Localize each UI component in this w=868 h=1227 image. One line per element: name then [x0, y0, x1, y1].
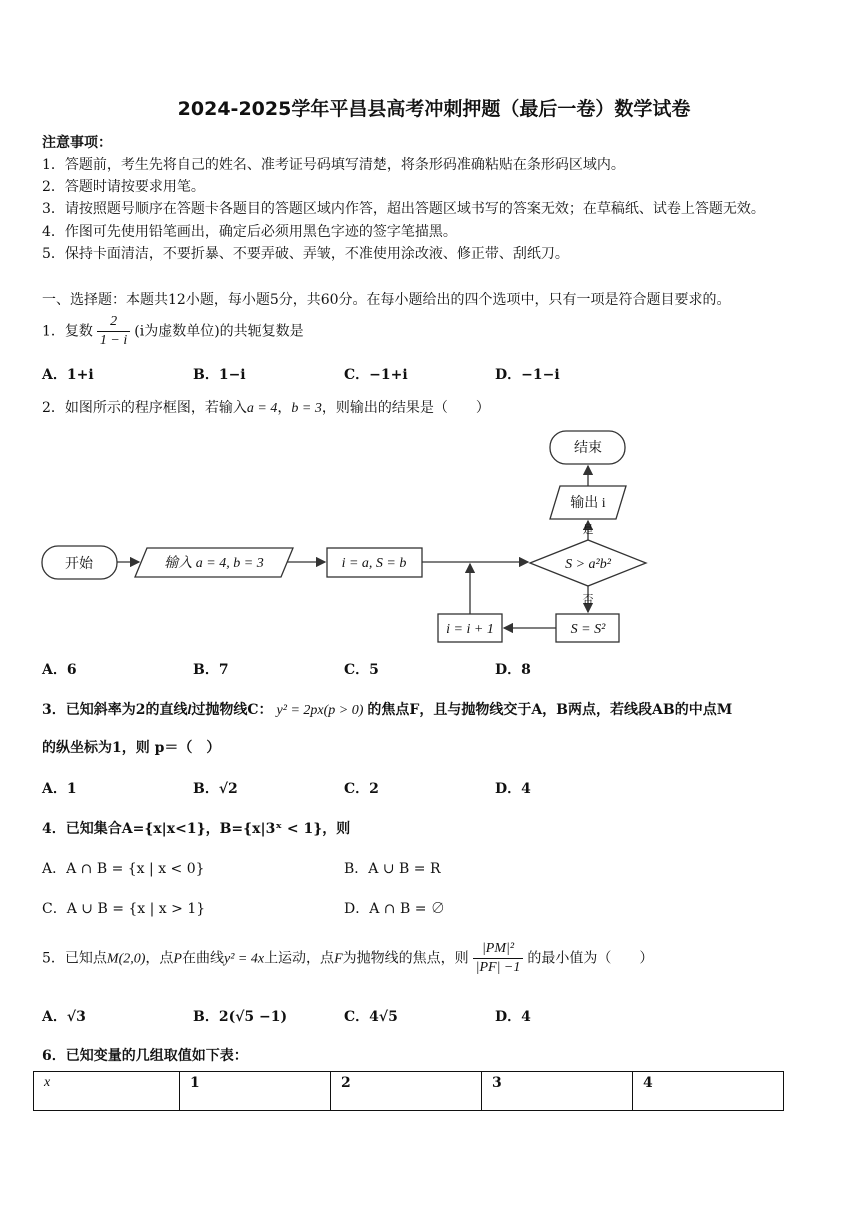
- flow-output-label: 输出 i: [570, 496, 606, 511]
- notice-item-4: 4．作图可先使用铅笔画出，确定后必须用黑色字迹的签字笔描黑。: [42, 224, 457, 240]
- q1-option-a[interactable]: A．1+i: [42, 367, 94, 383]
- page-title: 2024-2025学年平昌县高考冲刺押题（最后一卷）数学试卷: [177, 98, 691, 120]
- flow-input-label: 输入 a = 4, b = 3: [164, 556, 264, 571]
- q6-table: [33, 1071, 784, 1111]
- q3-option-d[interactable]: D．4: [495, 781, 531, 797]
- flowchart: [0, 420, 868, 655]
- q4-option-d[interactable]: D．A ∩ B = ∅: [344, 901, 445, 917]
- flow-no-label: 否: [582, 594, 594, 606]
- q5-fraction: $\frac{\text{|PM|²}}{|PF| -1}$: [473, 940, 524, 977]
- flow-end-label: 结束: [574, 441, 602, 456]
- notice-item-3: 3．请按照题号顺序在答题卡各题目的答题区域内作答，超出答题区域书写的答案无效；在草稿纸、试卷上答题无效。: [42, 201, 765, 217]
- q4-option-b[interactable]: B．A ∪ B = R: [344, 861, 441, 877]
- q1-text: (i为虚数单位)的共轭复数是: [134, 323, 304, 340]
- q5-option-a[interactable]: A．√3: [42, 1009, 86, 1025]
- notice-heading: 注意事项：: [42, 135, 112, 151]
- flow-increment-label: i = i + 1: [446, 622, 494, 637]
- table-cell: x: [34, 1072, 180, 1111]
- flow-decision-label: S > a²b²: [565, 557, 611, 572]
- q2-option-b[interactable]: B．7: [193, 662, 229, 678]
- question-5: 5．已知点M(2,0)，点P在曲线y² = 4x上运动，点F为抛物线的焦点，则 $\frac{\text{|PM|²}}{|PF| -1}$ 的最小值为（ ）: [42, 941, 654, 975]
- q1-option-d[interactable]: D．−1−i: [495, 367, 560, 383]
- flow-assign-label: i = a, S = b: [341, 556, 407, 571]
- q1-option-b[interactable]: B．1−i: [193, 367, 246, 383]
- question-4: 4．已知集合A={x|x<1}，B={x|3ˣ < 1}，则: [42, 821, 351, 837]
- table-cell: 1: [180, 1072, 331, 1111]
- q5-option-d[interactable]: D．4: [495, 1009, 531, 1025]
- q1-option-c[interactable]: C．−1+i: [344, 367, 408, 383]
- table-cell: 4: [633, 1072, 784, 1111]
- question-1: [42, 313, 304, 350]
- flow-start-label: 开始: [65, 557, 93, 572]
- flow-yes-label: 是: [582, 524, 594, 536]
- table-row: [34, 1072, 784, 1111]
- q1-fraction: $\frac{2}{1 - i}$: [97, 313, 130, 350]
- q4-option-a[interactable]: A．A ∩ B = {x | x < 0}: [42, 861, 205, 877]
- q3-option-a[interactable]: A．1: [42, 781, 77, 797]
- question-3-line-1: 3．已知斜率为2的直线l过抛物线C： y² = 2px(p > 0) 的焦点F，且与抛物线交于A，B两点，若线段AB的中点M: [42, 702, 733, 718]
- question-2: 2．如图所示的程序框图，若输入a = 4，b = 3，则输出的结果是（ ）: [42, 400, 490, 416]
- table-cell: 3: [482, 1072, 633, 1111]
- q5-option-c[interactable]: C．4√5: [344, 1009, 398, 1025]
- q4-option-c[interactable]: C．A ∪ B = {x | x > 1}: [42, 901, 206, 917]
- flow-square-label: S = S²: [570, 622, 606, 637]
- section-heading: 一、选择题：本题共12小题，每小题5分，共60分。在每小题给出的四个选项中，只有一项是符合题目要求的。: [42, 292, 731, 308]
- notice-item-1: 1．答题前，考生先将自己的姓名、准考证号码填写清楚，将条形码准确粘贴在条形码区域内。: [42, 157, 625, 173]
- table-cell: 2: [331, 1072, 482, 1111]
- q2-option-d[interactable]: D．8: [495, 662, 531, 678]
- notice-item-5: 5．保持卡面清洁，不要折暴、不要弄破、弄皱，不准使用涂改液、修正带、刮纸刀。: [42, 246, 569, 262]
- q3-option-b[interactable]: B．√2: [193, 781, 238, 797]
- question-6: 6．已知变量的几组取值如下表：: [42, 1048, 248, 1064]
- q3-option-c[interactable]: C．2: [344, 781, 379, 797]
- q2-option-a[interactable]: A．6: [42, 662, 77, 678]
- q1-number: 1．复数: [42, 323, 93, 340]
- q2-option-c[interactable]: C．5: [344, 662, 379, 678]
- q5-option-b[interactable]: B．2(√5 −1): [193, 1009, 288, 1025]
- notice-item-2: 2．答题时请按要求用笔。: [42, 179, 205, 195]
- question-3-line-2: 的纵坐标为1，则 p＝（ ）: [42, 740, 221, 756]
